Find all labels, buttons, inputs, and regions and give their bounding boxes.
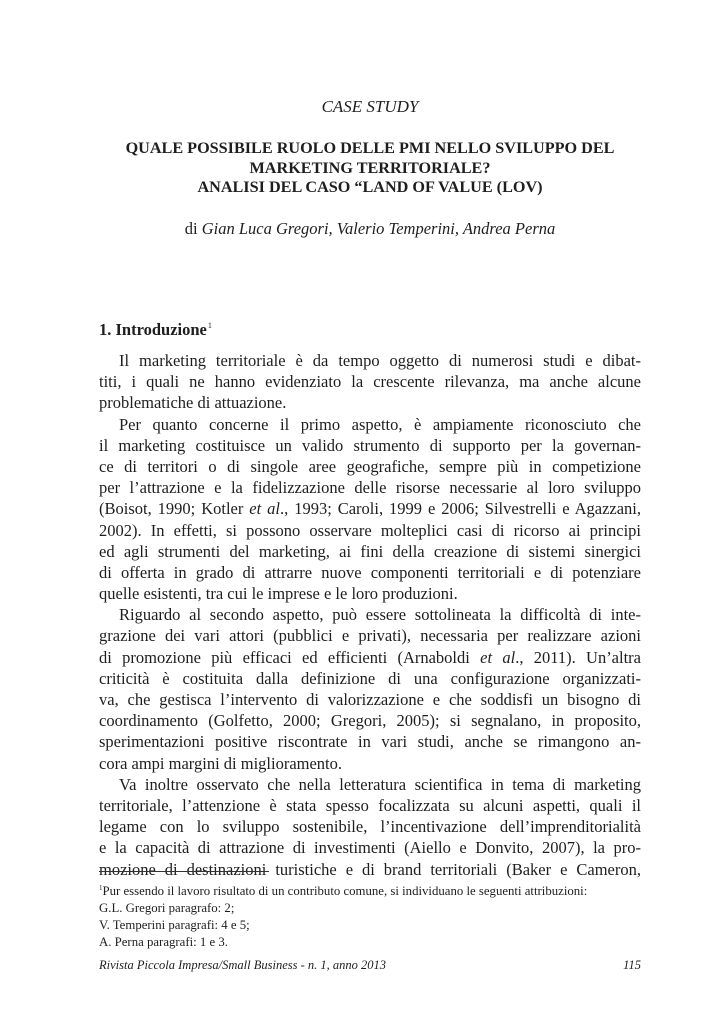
footnote-mark: 1 [99, 884, 103, 892]
body-line: mozione di destinazioni turistiche e di brand territoriali (Baker e Cameron, [99, 859, 641, 879]
title-line-2: MARKETING TERRITORIALE? [249, 158, 491, 177]
title-line-1: QUALE POSSIBILE RUOLO DELLE PMI NELLO SVILUPPO DEL [125, 139, 615, 157]
footnote-line: $^1$Pur essendo il lavoro risultato di un contributo comune, si individuano le seguenti attribuzioni: [99, 884, 588, 898]
page-number: 115 [623, 958, 641, 972]
footnotes [99, 880, 641, 951]
body-line: (Boisot, 1990; Kotler et al., 1993; Caroli, 1999 e 2006; Silvestrelli e Agazzani, [99, 499, 642, 519]
journal-citation: Rivista Piccola Impresa/Small Business - n. 1, anno 2013 [99, 958, 387, 972]
body-line: Riguardo al secondo aspetto, può essere sottolineata la difficoltà di inte- [119, 605, 641, 625]
section-heading [99, 316, 641, 340]
body-text [99, 350, 641, 880]
authors-names: Gian Luca Gregori, Valerio Temperini, Andrea Perna [201, 219, 556, 238]
authors-prefix: di [184, 219, 198, 238]
body-line: problematiche di attuazione. [99, 393, 287, 413]
body-line: territoriale, l’attenzione è stata spesso focalizzata su alcuni aspetti, quali il [99, 795, 641, 815]
body-line: quelle esistenti, tra cui le imprese e le loro produzioni. [99, 584, 458, 604]
article-title [99, 139, 641, 198]
body-line: ce di territori o di singole aree geografiche, sempre più in competizione [99, 456, 641, 476]
body-line: Va inoltre osservato che nella letteratura scientifica in tema di marketing [119, 774, 641, 794]
body-line: coordinamento (Golfetto, 2000; Gregori, 2005); si segnalano, in proposito, [99, 711, 641, 731]
body-line: di offerta in grado di attrarre nuove componenti territoriali e di potenziare [99, 562, 641, 582]
footnote-divider [99, 871, 269, 872]
body-line: grazione dei vari attori (pubblici e privati), necessaria per realizzare azioni [99, 626, 641, 646]
case-study-label: CASE STUDY [321, 97, 419, 116]
body-line: legame con lo sviluppo sostenibile, l’incentivazione dell’imprenditorialità [99, 817, 641, 837]
body-line: 2002). In effetti, si possono osservare molteplici casi di ricorso ai principi [99, 520, 641, 540]
body-line: il marketing costituisce un valido strumento di supporto per la governan- [99, 435, 641, 455]
body-line: ed agli strumenti del marketing, ai fini della creazione di sistemi sinergici [99, 541, 641, 561]
body-line: va, che gestisca l’intervento di valorizzazione e che soddisfi un bisogno di [99, 690, 641, 709]
body-line: Per quanto concerne il primo aspetto, è ampiamente riconosciuto che [119, 414, 641, 434]
body-line: cora ampi margini di miglioramento. [99, 753, 343, 773]
body-line: sperimentazioni positive riscontrate in vari studi, anche se rimangono an- [99, 732, 641, 752]
footnote-reference: 1 [207, 321, 212, 330]
body-line: criticità è costituita dalla definizione di una configurazione organizzati- [99, 668, 641, 688]
section-title: 1. Introduzione [99, 320, 207, 339]
title-line-3: ANALISI DEL CASO “LAND OF VALUE (LOV) [197, 178, 543, 196]
authors-line [99, 219, 641, 239]
footnote-line: G.L. Gregori paragrafo: 2; [99, 901, 235, 915]
body-line: Il marketing territoriale è da tempo oggetto di numerosi studi e dibat- [119, 351, 641, 370]
footnote-line: V. Temperini paragrafi: 4 e 5; [99, 918, 250, 932]
body-line: titi, i quali ne hanno evidenziato la crescente rilevanza, ma anche alcune [99, 372, 641, 392]
footnote-line: A. Perna paragrafi: 1 e 3. [99, 935, 228, 949]
body-line: per l’attrazione e la fidelizzazione delle risorse necessarie al loro sviluppo [99, 478, 641, 498]
body-line: e la capacità di attrazione di investimenti (Aiello e Donvito, 2007), la pro- [99, 838, 641, 858]
body-line: di promozione più efficaci ed efficienti (Arnaboldi et al., 2011). Un’altra [99, 647, 641, 667]
